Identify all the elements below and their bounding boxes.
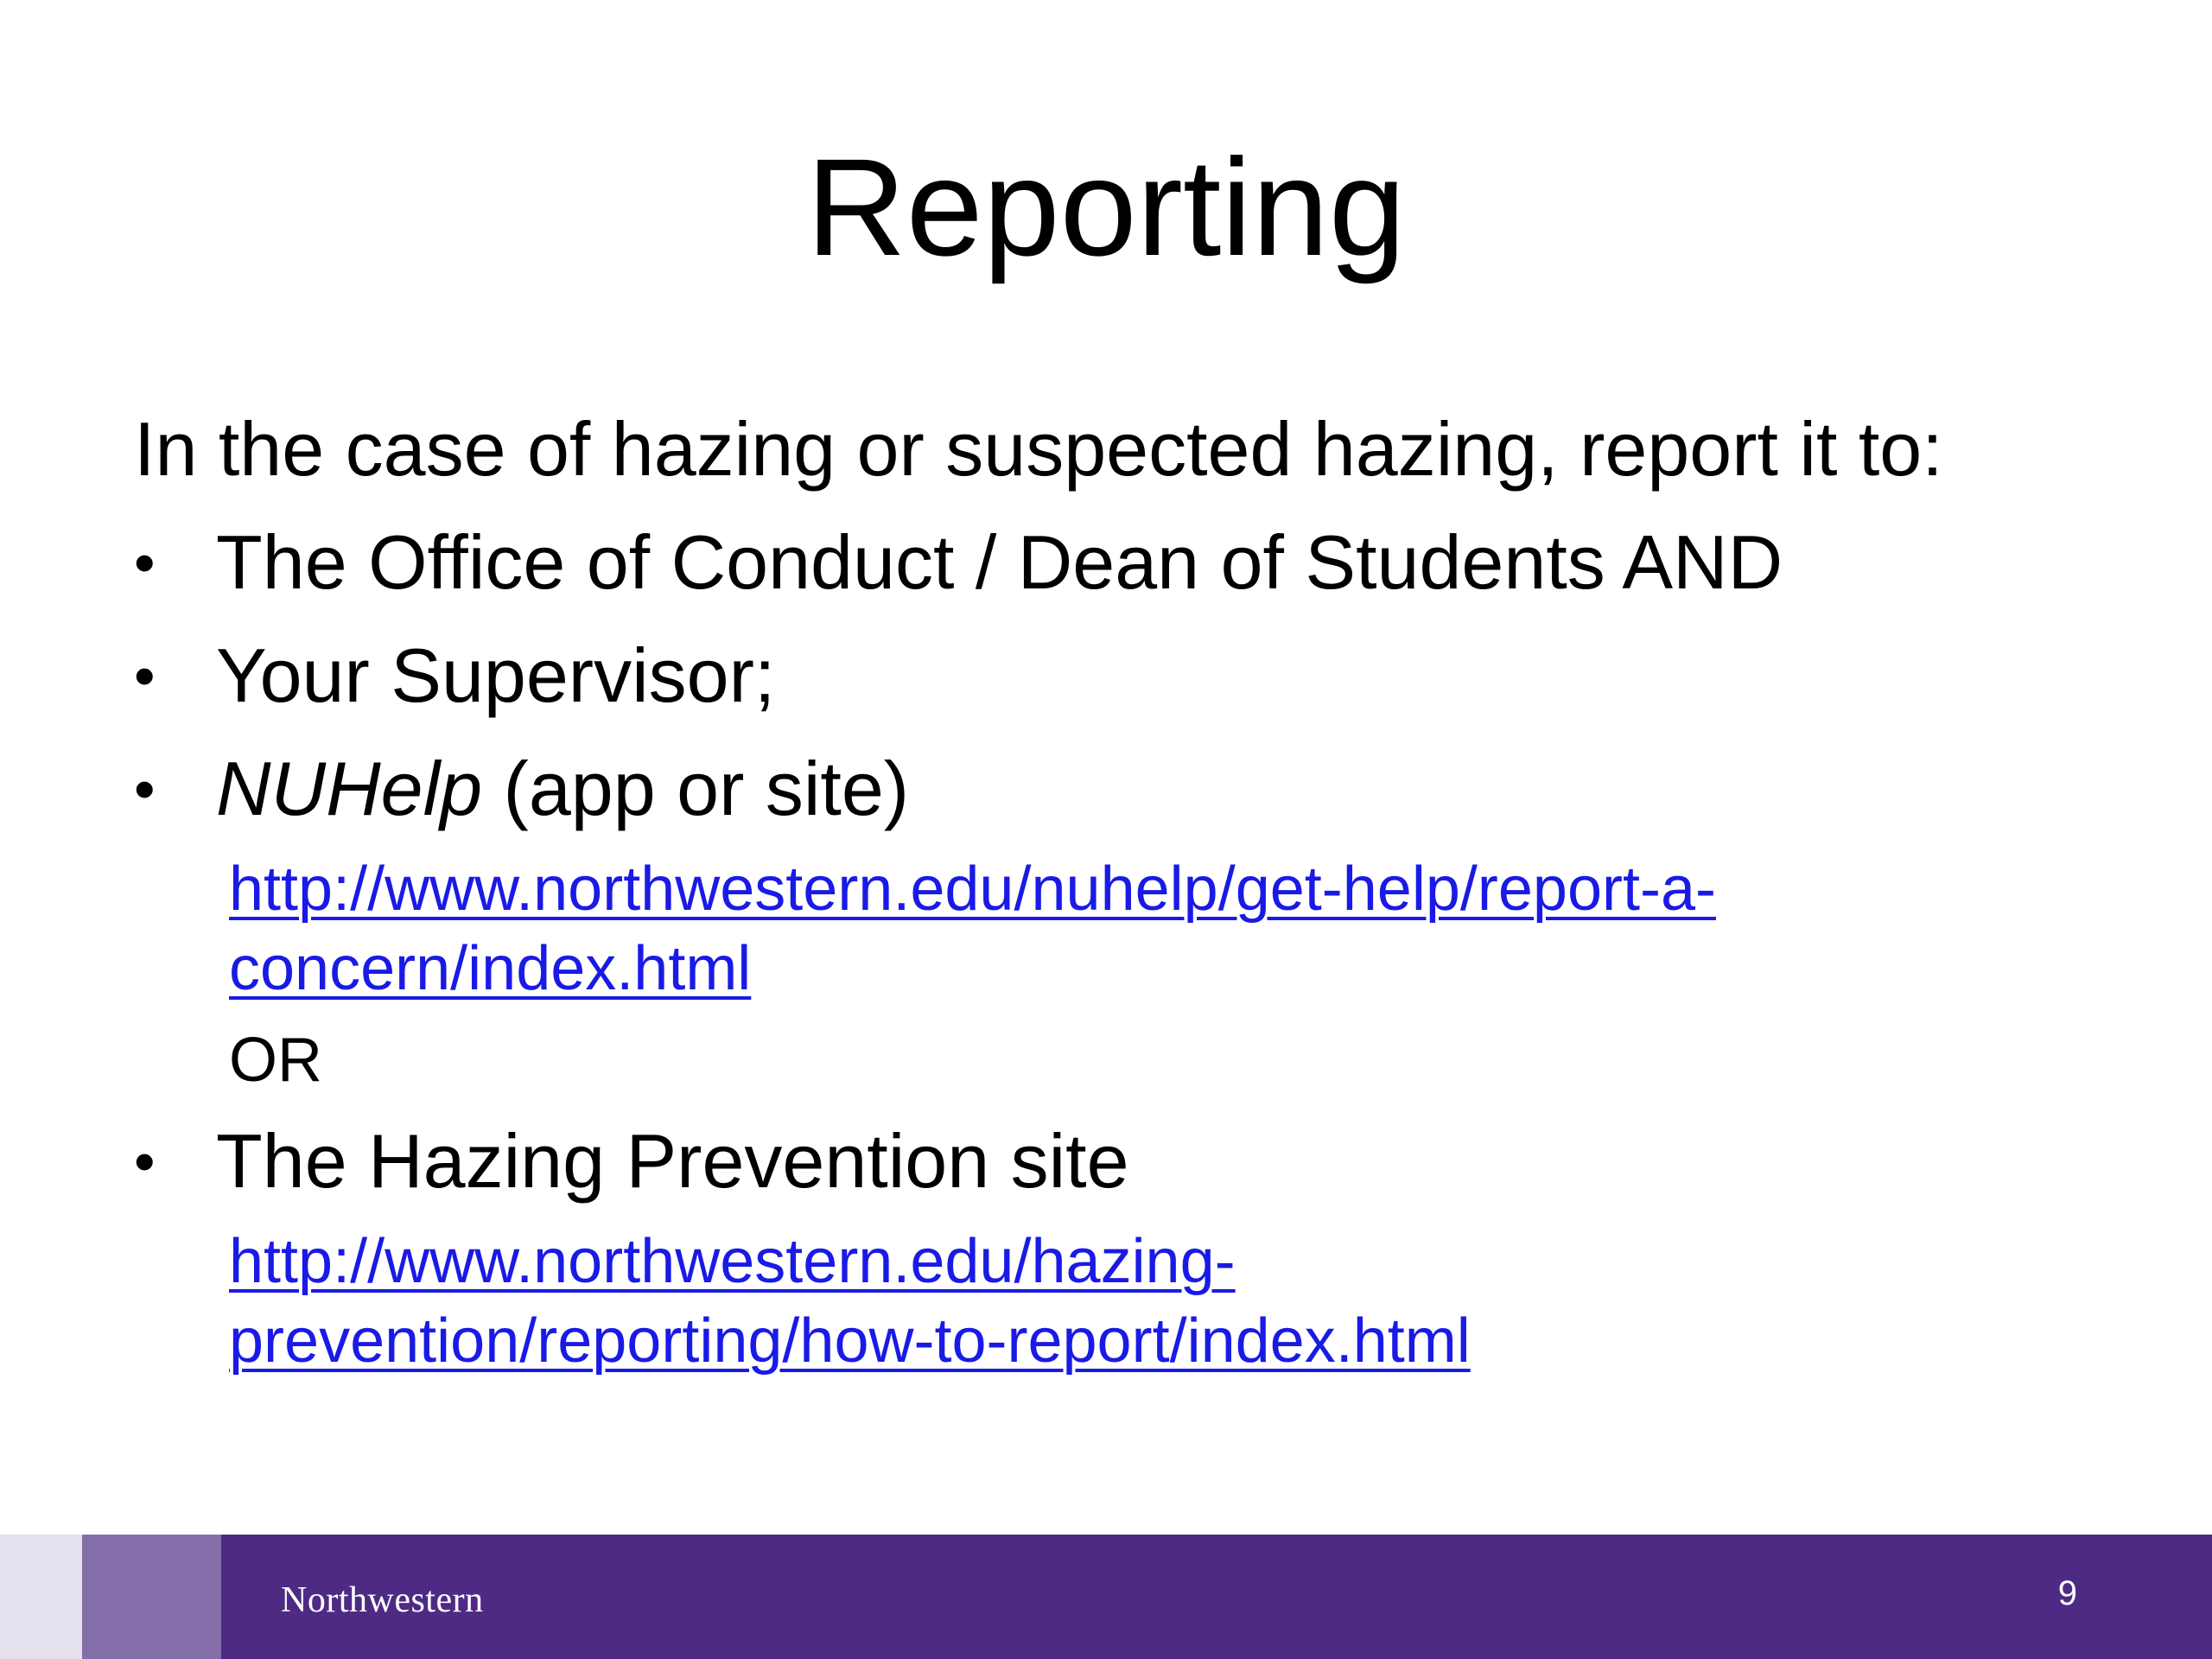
bullet-dot: • — [134, 755, 156, 823]
nuhelp-link-block — [134, 849, 2121, 1008]
footer-accent-light — [0, 1535, 82, 1659]
page-number: 9 — [2057, 1574, 2077, 1612]
bullet-text: The Hazing Prevention site — [216, 1118, 1129, 1204]
bullet-dot: • — [134, 1128, 156, 1195]
or-text: OR — [229, 1026, 322, 1095]
footer-bar — [0, 1535, 2212, 1659]
bullet-text: Your Supervisor; — [216, 632, 776, 718]
link-line-1[interactable]: http://www.northwestern.edu/hazing- — [229, 1227, 1236, 1296]
bullet-italic-text: NUHelp — [216, 746, 483, 831]
link-line-1[interactable]: http://www.northwestern.edu/nuhelp/get-help/report-a- — [229, 855, 1716, 924]
hazing-prevention-link[interactable] — [229, 1227, 1471, 1376]
footer-accent-mid — [82, 1535, 221, 1659]
bullet-dot: • — [134, 529, 156, 596]
northwestern-logo: Northwestern — [281, 1580, 484, 1620]
nuhelp-link[interactable] — [229, 855, 1716, 1003]
slide-title: Reporting — [806, 130, 1406, 284]
bullet-text: The Office of Conduct / Dean of Students AND — [216, 519, 1783, 605]
bullet-dot: • — [134, 642, 156, 709]
slide-body — [134, 397, 2121, 1381]
bullet-text: (app or site) — [482, 746, 910, 831]
bullet-item-office-of-conduct — [134, 511, 2121, 614]
link-line-2[interactable]: prevention/reporting/how-to-report/index.html — [229, 1306, 1471, 1376]
bullet-item-hazing-prevention — [134, 1109, 2121, 1213]
link-line-2[interactable]: concern/index.html — [229, 934, 752, 1003]
intro-text: In the case of hazing or suspected hazing, report it to: — [134, 406, 1943, 492]
hazing-prevention-link-block — [134, 1222, 2121, 1381]
bullet-item-supervisor — [134, 624, 2121, 728]
bullet-item-nuhelp — [134, 737, 2121, 841]
